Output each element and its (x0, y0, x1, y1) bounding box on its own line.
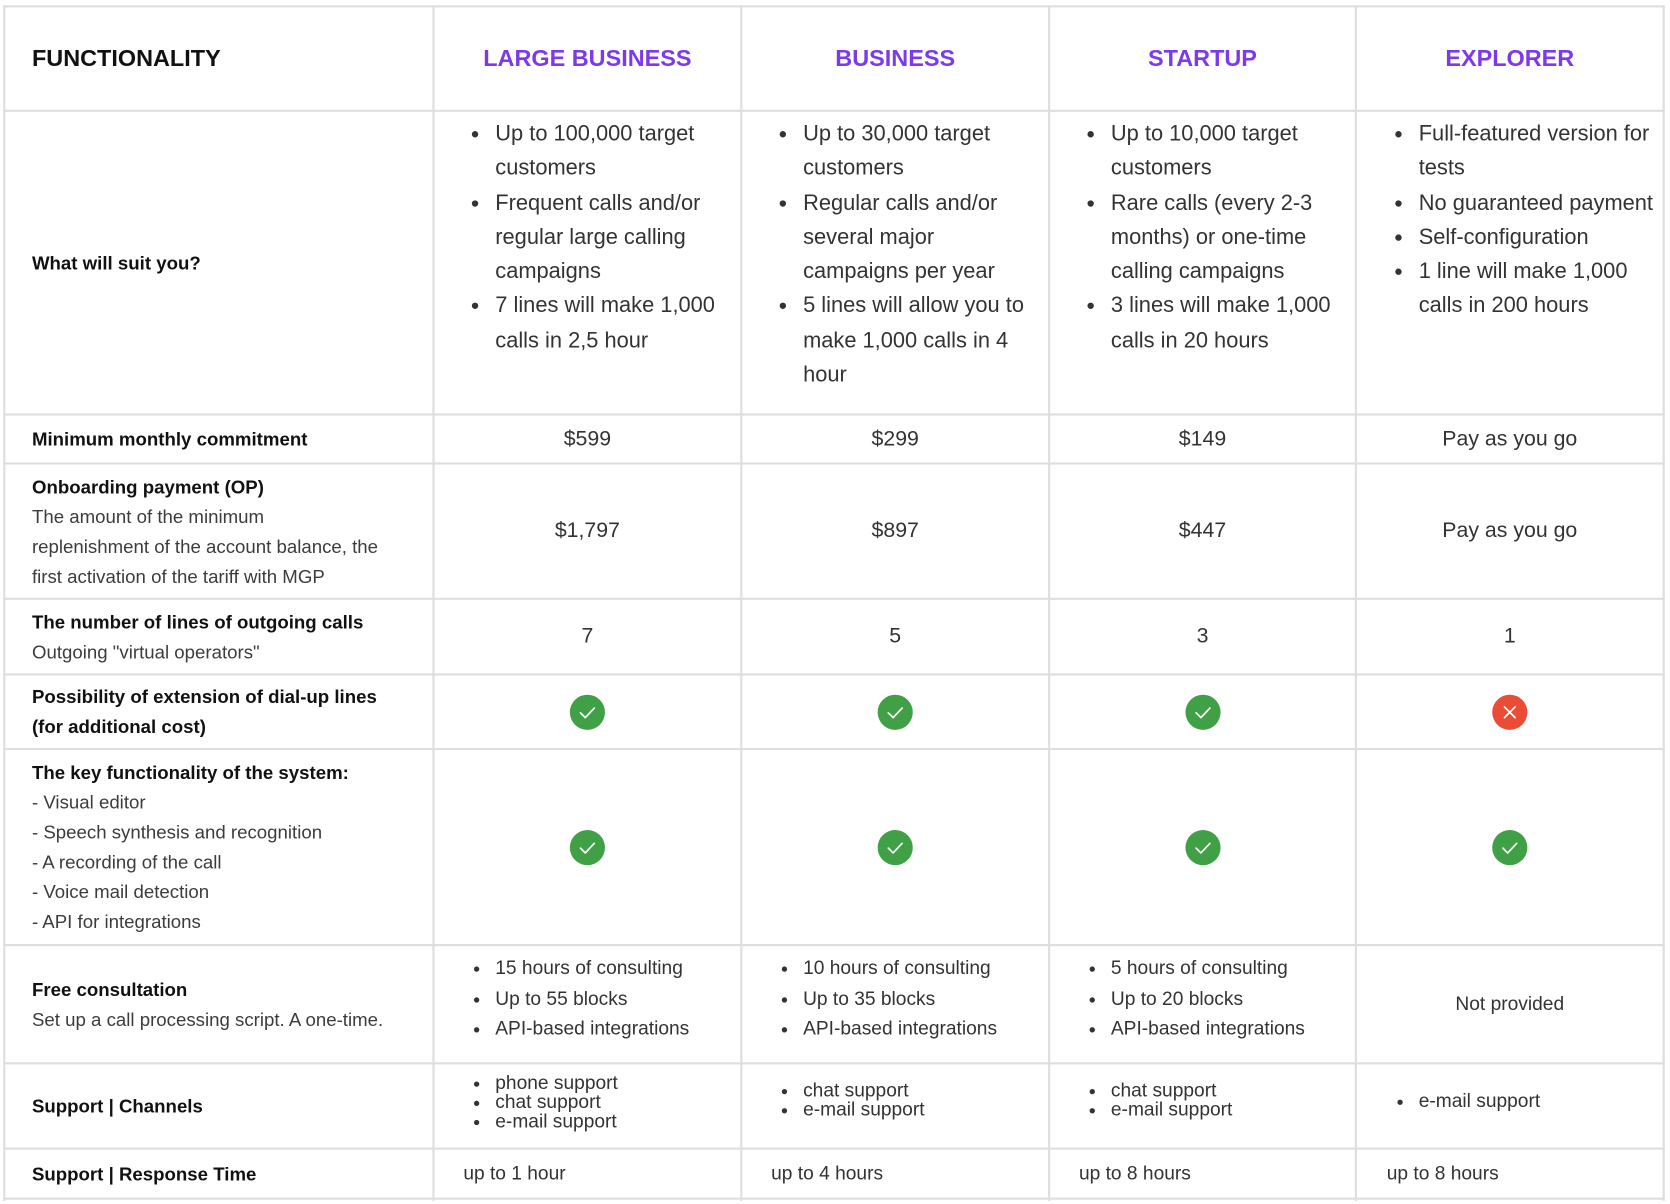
list-item: • Up to 100,000 target customers (492, 117, 730, 186)
check-circle-icon (570, 829, 605, 864)
list-item: • 3 lines will make 1,000 calls in 20 hours (1108, 289, 1346, 358)
list-item: • Self-configuration (1416, 220, 1656, 254)
consult-explorer: Not provided (1455, 993, 1565, 1015)
row-title: (for additional cost) (31, 716, 206, 738)
channels-startup (1079, 1080, 1351, 1118)
commitment-startup: $149 (1178, 426, 1227, 451)
suit-cell-business (771, 117, 1037, 392)
list-item: • Full-featured version for tests (1416, 117, 1656, 186)
channels-large-business (463, 1073, 735, 1131)
plan-header-large-business: LARGE BUSINESS (483, 44, 692, 72)
lines-explorer: 1 (1503, 624, 1516, 648)
check-circle-icon (1492, 829, 1527, 864)
list-item: • Up to 20 blocks (1108, 983, 1351, 1013)
list-item: • chat support (1108, 1080, 1351, 1099)
cross-circle-icon (1492, 694, 1527, 729)
row-label-extension (32, 676, 424, 748)
feature-item: - A recording of the call (31, 851, 222, 873)
feature-item: - Speech synthesis and recognition (31, 821, 323, 843)
row-label-response-time (32, 1150, 424, 1198)
onboarding-startup: $447 (1178, 518, 1227, 543)
suit-cell-startup (1079, 117, 1345, 358)
response-business: up to 4 hours (771, 1162, 884, 1184)
plan-header-startup: STARTUP (1148, 44, 1257, 72)
check-circle-icon (878, 829, 913, 864)
row-subtitle: Outgoing "virtual operators" (31, 640, 260, 663)
row-subtitle: Set up a call processing script. A one-time. (31, 1008, 384, 1030)
row-subtitle: replenishment of the account balance, the (31, 535, 379, 557)
channels-business (771, 1080, 1043, 1118)
list-item: • 5 hours of consulting (1108, 953, 1351, 983)
consult-large-business (463, 953, 735, 1044)
row-title: The number of lines of outgoing calls (31, 611, 364, 633)
key-startup (1050, 750, 1355, 944)
row-label-consultation (32, 946, 424, 1062)
check-circle-icon (878, 694, 913, 729)
consult-business (771, 953, 1043, 1044)
row-title: Support | Channels (31, 1095, 203, 1117)
list-item: • Up to 55 blocks (492, 983, 735, 1013)
check-circle-icon (1185, 829, 1220, 864)
response-startup: up to 8 hours (1078, 1162, 1191, 1184)
row-title: Onboarding payment (OP) (31, 475, 264, 498)
row-title: The key functionality of the system: (31, 761, 349, 784)
list-item: • API-based integrations (1108, 1013, 1351, 1043)
suit-cell-large-business (463, 117, 729, 358)
row-label-key-functionality (32, 750, 424, 944)
list-item: • 5 lines will allow you to make 1,000 calls in 4 hour (800, 289, 1038, 392)
commitment-explorer: Pay as you go (1442, 426, 1578, 451)
extension-business (742, 676, 1048, 748)
grid-line (3, 1198, 1665, 1200)
header-functionality: FUNCTIONALITY (31, 44, 221, 72)
list-item: • Regular calls and/or several major campaigns per year (800, 186, 1038, 289)
list-item: • e-mail support (492, 1111, 735, 1130)
response-large-business: up to 1 hour (463, 1162, 566, 1184)
feature-item: - Voice mail detection (31, 881, 210, 903)
grid-line (3, 5, 5, 1200)
list-item: • chat support (492, 1092, 735, 1111)
row-title: Free consultation (31, 978, 188, 1000)
list-item: • e-mail support (1108, 1100, 1351, 1119)
check-circle-icon (1185, 694, 1220, 729)
list-item: • Rare calls (every 2-3 months) or one-time calling campaigns (1108, 186, 1346, 289)
lines-large-business: 7 (581, 624, 594, 648)
row-subtitle: The amount of the minimum (31, 505, 265, 527)
list-item: • e-mail support (800, 1100, 1043, 1119)
row-label-support-channels (32, 1064, 424, 1147)
list-item: • Up to 30,000 target customers (800, 117, 1038, 186)
lines-startup: 3 (1196, 624, 1209, 648)
list-item: • API-based integrations (492, 1013, 735, 1043)
list-item: • 1 line will make 1,000 calls in 200 hours (1416, 255, 1656, 324)
extension-startup (1050, 676, 1355, 748)
extension-large-business (435, 676, 741, 748)
list-item: • Frequent calls and/or regular large calling campaigns (492, 186, 730, 289)
extension-explorer (1357, 676, 1663, 748)
row-label-onboarding (32, 465, 424, 598)
check-circle-icon (570, 694, 605, 729)
grid-line (1663, 5, 1665, 1200)
row-title: What will suit you? (31, 251, 201, 274)
list-item: • 15 hours of consulting (492, 953, 735, 983)
channels-explorer (1387, 1091, 1659, 1110)
row-title: Support | Response Time (31, 1162, 257, 1185)
list-item: • e-mail support (1416, 1091, 1659, 1110)
row-label-commitment (32, 416, 424, 463)
list-item: • phone support (492, 1073, 735, 1092)
onboarding-large-business: $1,797 (554, 518, 620, 543)
list-item: • API-based integrations (800, 1013, 1043, 1043)
suit-cell-explorer (1387, 117, 1655, 323)
feature-item: - Visual editor (31, 791, 146, 813)
onboarding-business: $897 (871, 518, 919, 543)
lines-business: 5 (889, 624, 902, 648)
plan-header-business: BUSINESS (835, 44, 956, 72)
list-item: • 7 lines will make 1,000 calls in 2,5 hour (492, 289, 730, 358)
key-large-business (435, 750, 741, 944)
list-item: • 10 hours of consulting (800, 953, 1043, 983)
onboarding-explorer: Pay as you go (1442, 518, 1578, 543)
row-subtitle: first activation of the tariff with MGP (31, 565, 325, 587)
row-title: Possibility of extension of dial-up lines (31, 686, 377, 708)
plan-header-explorer: EXPLORER (1445, 44, 1575, 72)
list-item: • Up to 35 blocks (800, 983, 1043, 1013)
list-item: • No guaranteed payment (1416, 186, 1656, 220)
commitment-business: $299 (871, 426, 919, 451)
row-label-suit (32, 112, 424, 414)
row-label-lines (32, 600, 424, 674)
feature-item: - API for integrations (31, 911, 201, 933)
row-title: Minimum monthly commitment (31, 428, 308, 450)
response-explorer: up to 8 hours (1386, 1162, 1499, 1184)
key-explorer (1357, 750, 1663, 944)
list-item: • Up to 10,000 target customers (1108, 117, 1346, 186)
list-item: • chat support (800, 1080, 1043, 1099)
commitment-large-business: $599 (563, 426, 612, 451)
consult-startup (1079, 953, 1351, 1044)
key-business (742, 750, 1048, 944)
